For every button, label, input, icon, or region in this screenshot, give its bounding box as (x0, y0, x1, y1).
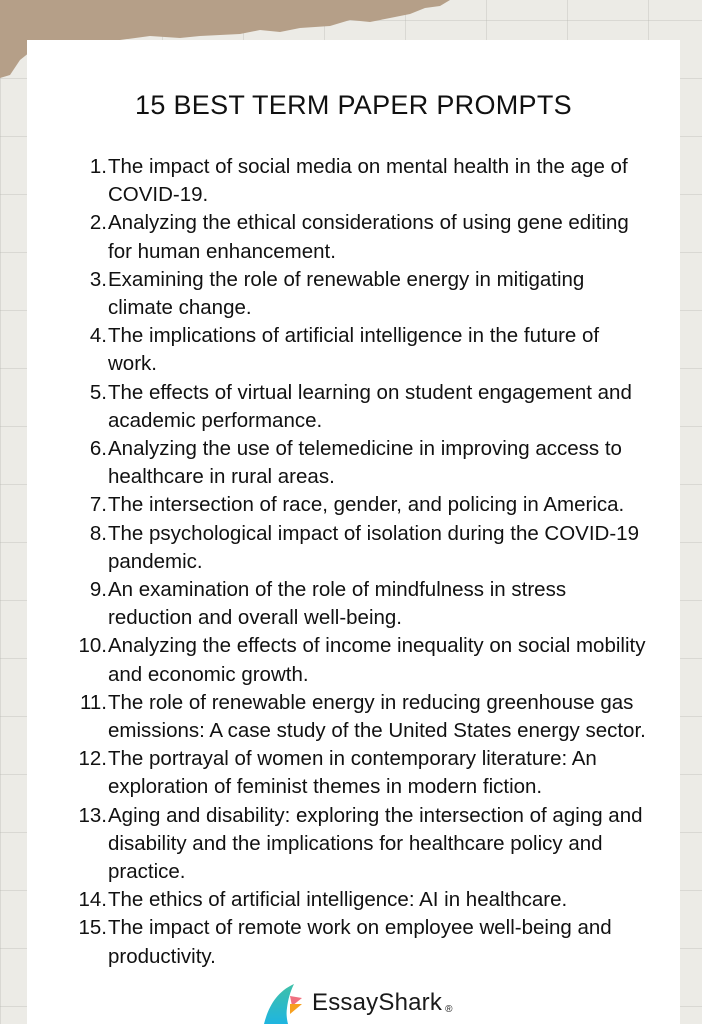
item-number: 8. (89, 521, 107, 545)
item-text: Analyzing the effects of income inequality on social mobility and economic growth. (108, 634, 646, 686)
prompts-card (27, 40, 680, 1024)
list-item (77, 209, 647, 265)
brand-logo (260, 982, 452, 1024)
list-item (77, 435, 647, 491)
item-text: Aging and disability: exploring the intersection of aging and disability and the implications for healthcare policy and practice. (108, 803, 643, 884)
item-text: Analyzing the ethical considerations of using gene editing for human enhancement. (108, 211, 629, 263)
item-number: 4. (89, 324, 107, 348)
item-text: An examination of the role of mindfulness in stress reduction and overall well-being. (108, 578, 567, 630)
list-item (77, 802, 647, 887)
list-item (77, 379, 647, 435)
list-item (77, 491, 647, 519)
list-item (77, 520, 647, 576)
list-item (77, 689, 647, 745)
item-text: The impact of remote work on employee well-being and productivity. (108, 916, 612, 968)
list-item (77, 322, 647, 378)
list-item (77, 576, 647, 632)
list-item (77, 632, 647, 688)
item-number: 7. (89, 493, 107, 517)
item-number: 13. (78, 803, 107, 827)
item-text: The intersection of race, gender, and policing in America. (108, 493, 625, 517)
item-number: 15. (78, 916, 107, 940)
list-item (77, 745, 647, 801)
item-number: 3. (89, 267, 107, 291)
item-number: 11. (80, 690, 107, 714)
item-text: The psychological impact of isolation during the COVID-19 pandemic. (108, 521, 639, 573)
item-number: 2. (89, 211, 107, 235)
list-item (77, 914, 647, 970)
item-text: The portrayal of women in contemporary literature: An exploration of feminist themes in modern fiction. (108, 747, 597, 799)
list-item (77, 886, 647, 914)
item-text: The impact of social media on mental health in the age of COVID-19. (108, 155, 628, 207)
list-item (77, 153, 647, 209)
item-number: 6. (89, 437, 107, 461)
item-number: 1. (89, 155, 107, 178)
item-number: 5. (89, 380, 107, 404)
item-text: Analyzing the use of telemedicine in improving access to healthcare in rural areas. (108, 437, 622, 489)
item-text: The role of renewable energy in reducing greenhouse gas emissions: A case study of the United States energy sector. (108, 690, 646, 743)
item-number: 9. (89, 578, 107, 602)
item-number: 10. (78, 634, 107, 658)
item-text: The effects of virtual learning on student engagement and academic performance. (108, 380, 632, 432)
item-number: 14. (78, 888, 107, 912)
list-item (77, 266, 647, 322)
shark-fin-icon (260, 982, 306, 1024)
page-title: 15 BEST TERM PAPER PROMPTS (135, 90, 572, 120)
item-text: The ethics of artificial intelligence: AI in healthcare. (108, 888, 568, 912)
item-text: Examining the role of renewable energy in mitigating climate change. (108, 267, 585, 320)
item-text: The implications of artificial intelligence in the future of work. (108, 324, 600, 376)
brand-name: EssayShark (312, 989, 443, 1016)
registered-mark: ® (445, 1003, 453, 1015)
item-number: 12. (78, 747, 107, 771)
prompts-list (77, 153, 647, 971)
